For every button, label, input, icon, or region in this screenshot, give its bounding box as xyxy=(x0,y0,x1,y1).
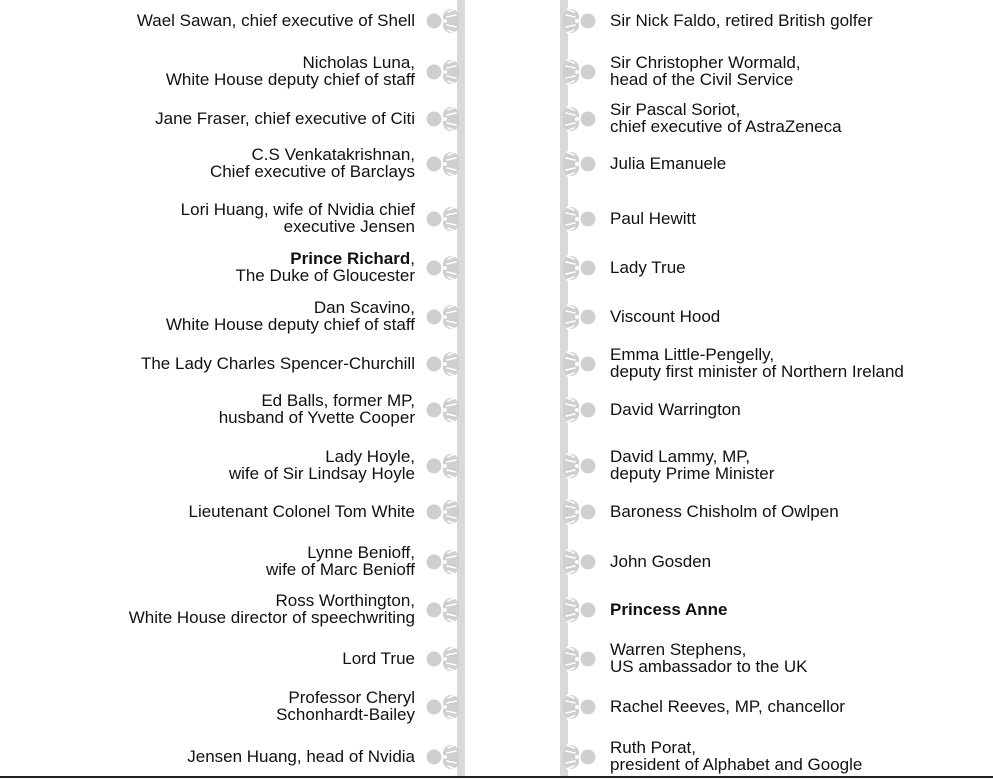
place-setting-icon xyxy=(560,349,598,379)
right-guest-5 xyxy=(610,210,696,227)
guest-name-line: Lady Hoyle, xyxy=(325,447,415,466)
guest-name-line: Jensen Huang, head of Nvidia xyxy=(187,747,415,766)
place-setting-icon xyxy=(424,349,462,379)
left-guest-5 xyxy=(181,201,415,235)
guest-name-line: Sir Christopher Wormald, xyxy=(610,53,801,72)
place-setting-icon xyxy=(424,547,462,577)
guest-name-line: Rachel Reeves, MP, chancellor xyxy=(610,697,845,716)
place-setting-icon xyxy=(424,104,462,134)
guest-title-line: Chief executive of Barclays xyxy=(209,162,415,181)
place-setting-icon xyxy=(424,302,462,332)
left-guest-6 xyxy=(235,250,415,284)
place-setting-icon xyxy=(560,6,598,36)
place-setting-icon xyxy=(424,395,462,425)
left-guest-7 xyxy=(166,299,415,333)
guest-name-line: David Lammy, MP, xyxy=(610,447,751,466)
guest-name-line: Paul Hewitt xyxy=(610,209,696,228)
left-guest-14 xyxy=(342,650,415,667)
guest-name-line: Baroness Chisholm of Owlpen xyxy=(610,502,839,521)
place-setting-icon xyxy=(424,451,462,481)
guest-title-line: White House director of speechwriting xyxy=(128,608,415,627)
left-guest-9 xyxy=(219,392,415,426)
guest-name-line: Jane Fraser, chief executive of Citi xyxy=(155,109,415,128)
guest-name-line: The Lady Charles Spencer-Churchill xyxy=(140,354,415,373)
left-guest-15 xyxy=(276,689,415,723)
left-guest-3 xyxy=(155,110,415,127)
guest-title-line: White House deputy chief of staff xyxy=(165,70,415,89)
place-setting-icon xyxy=(560,104,598,134)
place-setting-icon xyxy=(560,149,598,179)
guest-title-line: Schonhardt-Bailey xyxy=(276,705,415,724)
guest-title-line: president of Alphabet and Google xyxy=(610,755,863,774)
guest-name-line: Professor Cheryl xyxy=(288,688,415,707)
guest-title-line: The Duke of Gloucester xyxy=(235,266,415,285)
right-guest-7 xyxy=(610,308,720,325)
place-setting-icon xyxy=(424,6,462,36)
right-guest-9 xyxy=(610,401,741,418)
left-guest-2 xyxy=(166,54,415,88)
left-guest-10 xyxy=(229,448,415,482)
left-guest-13 xyxy=(129,592,415,626)
name-suffix: , xyxy=(410,249,415,268)
right-guest-11 xyxy=(610,503,839,520)
place-setting-icon xyxy=(560,547,598,577)
guest-title-line: husband of Yvette Cooper xyxy=(218,408,415,427)
guest-name-line: Lord True xyxy=(342,649,415,668)
guest-title-line: deputy first minister of Northern Ireland xyxy=(610,362,904,381)
guest-name-line: Lynne Benioff, xyxy=(307,543,415,562)
left-guest-1 xyxy=(137,12,415,29)
guest-name-line: Warren Stephens, xyxy=(610,640,747,659)
place-setting-icon xyxy=(560,595,598,625)
place-setting-icon xyxy=(560,742,598,772)
place-setting-icon xyxy=(424,692,462,722)
guest-title-line: executive Jensen xyxy=(283,217,415,236)
left-guest-16 xyxy=(187,748,415,765)
place-setting-icon xyxy=(424,644,462,674)
guest-name-line xyxy=(610,601,727,618)
guest-title-line: White House deputy chief of staff xyxy=(165,315,415,334)
right-guest-8 xyxy=(610,346,904,380)
highlighted-guest-name: Prince Richard xyxy=(290,249,411,268)
guest-title-line: US ambassador to the UK xyxy=(610,657,808,676)
left-guest-8 xyxy=(141,355,415,372)
right-guest-13 xyxy=(610,601,727,618)
guest-name-line: C.S Venkatakrishnan, xyxy=(251,145,415,164)
place-setting-icon xyxy=(560,644,598,674)
place-setting-icon xyxy=(560,302,598,332)
place-setting-icon xyxy=(424,595,462,625)
guest-name-line: John Gosden xyxy=(610,552,712,571)
guest-name-line: Dan Scavino, xyxy=(313,298,415,317)
place-setting-icon xyxy=(560,204,598,234)
guest-title-line: wife of Sir Lindsay Hoyle xyxy=(228,464,415,483)
place-setting-icon xyxy=(560,497,598,527)
right-guest-10 xyxy=(610,448,774,482)
place-setting-icon xyxy=(560,395,598,425)
right-guest-15 xyxy=(610,698,845,715)
guest-name-line: Lori Huang, wife of Nvidia chief xyxy=(180,200,415,219)
guest-name-line: Nicholas Luna, xyxy=(302,53,415,72)
guest-name-line: Viscount Hood xyxy=(610,307,721,326)
place-setting-icon xyxy=(424,204,462,234)
right-guest-1 xyxy=(610,12,873,29)
guest-title-line: head of the Civil Service xyxy=(610,70,794,89)
guest-name-line: Emma Little-Pengelly, xyxy=(610,345,775,364)
guest-title-line: chief executive of AstraZeneca xyxy=(610,117,842,136)
left-guest-4 xyxy=(210,146,415,180)
place-setting-icon xyxy=(560,692,598,722)
left-guest-11 xyxy=(189,503,416,520)
place-setting-icon xyxy=(424,149,462,179)
right-guest-2 xyxy=(610,54,801,88)
guest-name-line: Lieutenant Colonel Tom White xyxy=(188,502,415,521)
guest-name-line: Wael Sawan, chief executive of Shell xyxy=(136,11,415,30)
guest-name-line: Julia Emanuele xyxy=(610,154,727,173)
place-setting-icon xyxy=(560,451,598,481)
place-setting-icon xyxy=(424,57,462,87)
right-guest-16 xyxy=(610,739,862,773)
left-guest-12 xyxy=(266,544,415,578)
right-guest-12 xyxy=(610,553,711,570)
guest-name-line xyxy=(235,250,415,267)
place-setting-icon xyxy=(560,57,598,87)
right-guest-3 xyxy=(610,101,842,135)
highlighted-guest-name: Princess Anne xyxy=(610,600,728,619)
guest-name-line: Sir Pascal Soriot, xyxy=(610,100,741,119)
guest-name-line: Ross Worthington, xyxy=(275,591,415,610)
guest-name-line: Ruth Porat, xyxy=(610,738,696,757)
right-guest-6 xyxy=(610,259,686,276)
place-setting-icon xyxy=(424,742,462,772)
right-guest-14 xyxy=(610,641,807,675)
guest-title-line: deputy Prime Minister xyxy=(610,464,775,483)
place-setting-icon xyxy=(424,497,462,527)
guest-name-line: Lady True xyxy=(610,258,686,277)
right-guest-4 xyxy=(610,155,726,172)
place-setting-icon xyxy=(424,253,462,283)
guest-name-line: Ed Balls, former MP, xyxy=(261,391,415,410)
guest-name-line: David Warrington xyxy=(610,400,741,419)
guest-title-line: wife of Marc Benioff xyxy=(266,560,415,579)
baseline-rule xyxy=(0,776,993,778)
guest-name-line: Sir Nick Faldo, retired British golfer xyxy=(610,11,873,30)
place-setting-icon xyxy=(560,253,598,283)
